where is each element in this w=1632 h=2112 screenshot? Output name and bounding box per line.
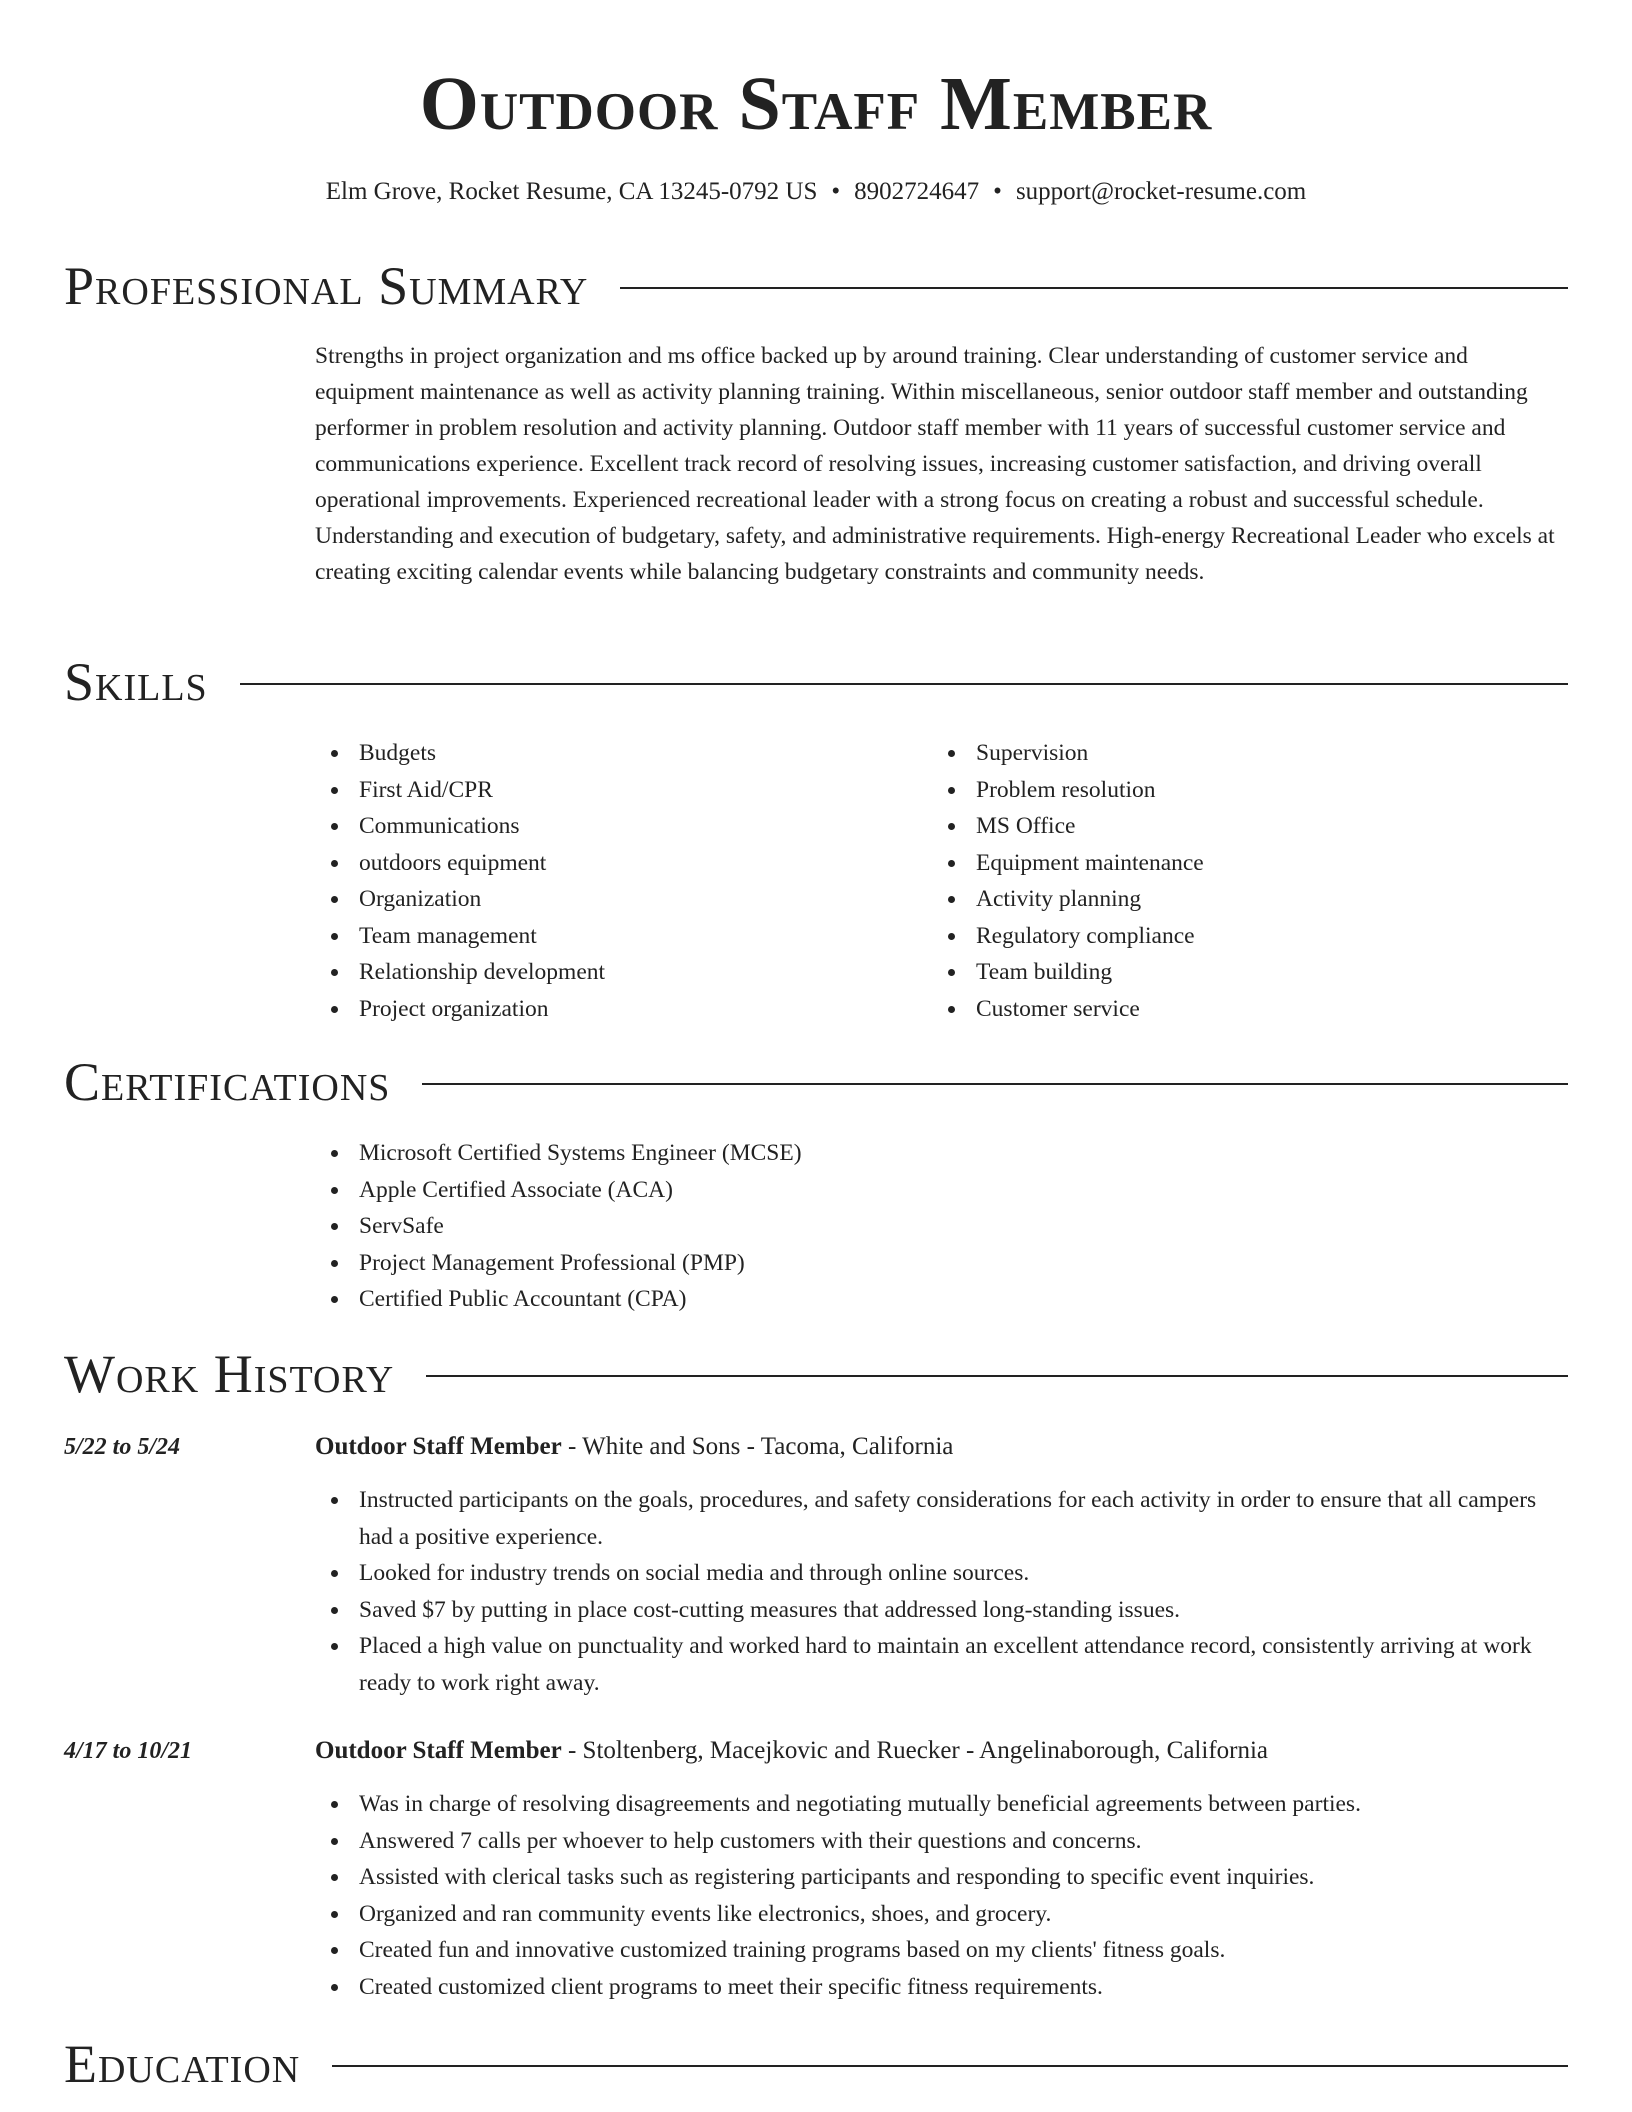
skill-item: Equipment maintenance [932,845,1532,882]
job-title: Outdoor Staff Member [315,1737,562,1764]
summary-heading: Professional Summary [64,256,589,316]
job-duty: Looked for industry trends on social media and through online sources. [315,1555,1568,1592]
skill-item: outdoors equipment [315,845,915,882]
certifications-section-header [64,1052,1568,1112]
education-heading: Education [64,2034,301,2094]
certification-item: Apple Certified Associate (ACA) [315,1172,1515,1209]
skill-item: Team building [932,954,1532,991]
skills-heading: Skills [64,652,208,712]
job-duty: Assisted with clerical tasks such as registering participants and responding to specific event inquiries. [315,1859,1568,1896]
skill-item: Communications [315,808,915,845]
section-divider [426,1375,1568,1377]
contact-separator: • [993,178,1002,205]
skill-item: Regulatory compliance [932,918,1532,955]
contact-line [0,176,1632,208]
skills-list-left [315,735,915,1027]
skill-item: Budgets [315,735,915,772]
job-title-line [315,1734,1568,1768]
certification-item: Microsoft Certified Systems Engineer (MCSE) [315,1135,1515,1172]
skill-item: Customer service [932,991,1532,1028]
contact-email[interactable]: support@rocket-resume.com [1015,178,1307,205]
job-dates: 5/22 to 5/24 [64,1434,181,1460]
job-employer: - Stoltenberg, Macejkovic and Ruecker - Angelinaborough, California [561,1737,1269,1764]
certification-item: Project Management Professional (PMP) [315,1245,1515,1282]
section-divider [422,1083,1568,1085]
job-duty: Instructed participants on the goals, procedures, and safety considerations for each activity in order to ensure that all campers had a positive experience. [315,1482,1568,1555]
contact-phone: 8902724647 [854,178,980,205]
certifications-heading: Certifications [64,1052,391,1112]
contact-separator: • [831,178,841,205]
job-dates: 4/17 to 10/21 [64,1738,193,1764]
certification-item: Certified Public Accountant (CPA) [315,1281,1515,1318]
skill-item: MS Office [932,808,1532,845]
skills-section-header [64,652,1568,712]
job-duty: Created fun and innovative customized training programs based on my clients' fitness goals. [315,1932,1568,1969]
summary-section-header [64,256,1568,316]
job-employer: - White and Sons - Tacoma, California [561,1433,954,1460]
job-duty: Placed a high value on punctuality and worked hard to maintain an excellent attendance record, consistently arriving at work ready to work right away. [315,1628,1568,1701]
skill-item: Activity planning [932,881,1532,918]
job-duty: Answered 7 calls per whoever to help customers with their questions and concerns. [315,1823,1568,1860]
contact-address: Elm Grove, Rocket Resume, CA 13245-0792 US [325,178,818,205]
skill-item: Supervision [932,735,1532,772]
job-title-line [315,1430,1568,1464]
skill-item: Team management [315,918,915,955]
job-duty: Created customized client programs to meet their specific fitness requirements. [315,1969,1568,2006]
section-divider [240,683,1568,685]
work-section-header [64,1344,1568,1404]
summary-text: Strengths in project organization and ms office backed up by around training. Clear understanding of customer service and equipment maintenance as well as activity planning training. Within miscellaneous, senior outdoor staff member and outstanding performer in problem resolution and activity planning. Outdoor staff member with 11 years of successful customer service and communications experience. Excellent track record of resolving issues, increasing customer satisfaction, and driving overall operational improvements. Experienced recreational leader with a strong focus on creating a robust and successful schedule. Understanding and execution of budgetary, safety, and administrative requirements. High-energy Recreational Leader who excels at creating exciting calendar events while balancing budgetary constraints and community needs. [315,343,1555,585]
job-duty: Organized and ran community events like electronics, shoes, and grocery. [315,1896,1568,1933]
work-heading: Work History [64,1344,395,1404]
job-duty: Was in charge of resolving disagreements and negotiating mutually beneficial agreements between parties. [315,1786,1568,1823]
section-divider [620,287,1568,289]
candidate-name: Outdoor Staff Member [419,62,1213,146]
skill-item: Relationship development [315,954,915,991]
job-title: Outdoor Staff Member [315,1433,562,1460]
skill-item: Project organization [315,991,915,1028]
job-duties-list [315,1482,1568,1701]
certifications-list [315,1135,1515,1318]
skill-item: Organization [315,881,915,918]
skills-list-right [932,735,1532,1027]
certification-item: ServSafe [315,1208,1515,1245]
skill-item: First Aid/CPR [315,772,915,809]
education-section-header [64,2034,1568,2094]
skill-item: Problem resolution [932,772,1532,809]
job-duty: Saved $7 by putting in place cost-cutting measures that addressed long-standing issues. [315,1592,1568,1629]
job-duties-list [315,1786,1568,2005]
section-divider [332,2065,1568,2067]
